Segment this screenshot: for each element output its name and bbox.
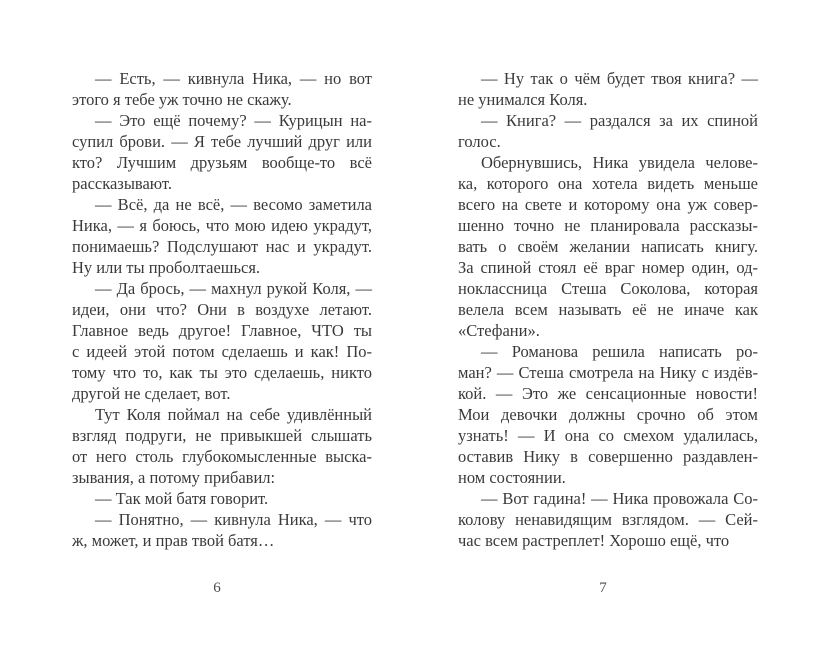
text-line: ка, которого она хотела видеть меньше (458, 174, 758, 193)
text-line: этого я тебе уж точно не скажу. (72, 90, 292, 109)
paragraph (72, 404, 372, 488)
text-line: ном состоянии. (458, 468, 566, 487)
text-line: вать о своём желании написать книгу. (458, 237, 758, 256)
text-line: от него столь глубокомысленные выска- (72, 447, 372, 466)
paragraph (72, 278, 372, 404)
text-line: — Вот гадина! — Ника провожала Со- (481, 489, 758, 508)
text-line: кто? Лучшим друзьям вообще-то всё (72, 153, 372, 172)
text-line: — Ну так о чём будет твоя книга? — (481, 69, 758, 88)
text-line: узнать! — И она со смехом удалилась, (458, 426, 758, 445)
text-line: оставив Нику в совершенно раздавлен- (458, 447, 758, 466)
text-line: велела всем называть её не иначе как (458, 300, 758, 319)
text-line: — Это ещё почему? — Курицын на- (95, 111, 372, 130)
paragraph (72, 68, 372, 110)
text-line: взгляд подруги, не привыкшей слышать (72, 426, 372, 445)
text-line: «Стефани». (458, 321, 540, 340)
text-line: Ну или ты проболтаешься. (72, 258, 261, 277)
page-right-number: 7 (599, 580, 607, 596)
text-line: голос. (458, 132, 501, 151)
text-line: супил брови. — Я тебе лучший друг или (72, 132, 372, 151)
text-line: Главное ведь другое! Главное, ЧТО ты (72, 321, 372, 340)
page-left-text (72, 68, 372, 551)
text-line: другой не сделает, вот. (72, 384, 231, 403)
text-line: шенно точно не планировала рассказы- (458, 216, 758, 235)
text-line: Обернувшись, Ника увидела челове- (481, 153, 758, 172)
text-line: — Всё, да не всё, — весомо заметила (95, 195, 372, 214)
paragraph (72, 509, 372, 551)
text-line: зывания, а потому прибавил: (72, 468, 276, 487)
text-line: ман? — Стеша смотрела на Нику с издёв- (458, 363, 758, 382)
text-line: Тут Коля поймал на себе удивлённый (95, 405, 372, 424)
text-line: ж, может, и прав твой батя… (72, 531, 275, 550)
text-line: Мои девочки должны срочно об этом (458, 405, 758, 424)
text-line: — Романова решила написать ро- (481, 342, 758, 361)
page-right-text (458, 68, 758, 551)
page-left (72, 68, 372, 628)
text-line: рассказывают. (72, 174, 173, 193)
text-line: — Есть, — кивнула Ника, — но вот (95, 69, 372, 88)
text-line: — Понятно, — кивнула Ника, — что (95, 510, 372, 529)
text-line: не унимался Коля. (458, 90, 588, 109)
text-line: с идеей этой потом сделаешь и как! По- (72, 342, 372, 361)
paragraph (458, 68, 758, 110)
text-line: всего на свете и которому она уж совер- (458, 195, 758, 214)
paragraph (72, 110, 372, 194)
paragraph (458, 341, 758, 488)
paragraph (458, 488, 758, 551)
text-line: тому что то, как ты это сделаешь, никто (72, 363, 372, 382)
text-line: — Да брось, — махнул рукой Коля, — (95, 279, 372, 298)
text-line: кой. — Это же сенсационные новости! (458, 384, 758, 403)
paragraph (72, 194, 372, 278)
paragraph (458, 110, 758, 152)
paragraph (458, 152, 758, 341)
page-right (458, 68, 758, 628)
text-line: понимаешь? Подслушают нас и украдут. (72, 237, 372, 256)
text-line: Ника, — я боюсь, что мою идею украдут, (72, 216, 372, 235)
text-line: идеи, они что? Они в воздухе летают. (72, 300, 372, 319)
paragraph (72, 488, 372, 509)
text-line: ноклассница Стеша Соколова, которая (458, 279, 758, 298)
text-line: За спиной стоял её враг номер один, од- (458, 258, 758, 277)
text-line: час всем растреплет! Хорошо ещё, что (458, 531, 730, 550)
text-line: — Так мой батя говорит. (95, 489, 269, 508)
text-line: колову ненавидящим взглядом. — Сей- (458, 510, 758, 529)
text-line: — Книга? — раздался за их спиной (481, 111, 758, 130)
page-left-number: 6 (213, 580, 221, 596)
